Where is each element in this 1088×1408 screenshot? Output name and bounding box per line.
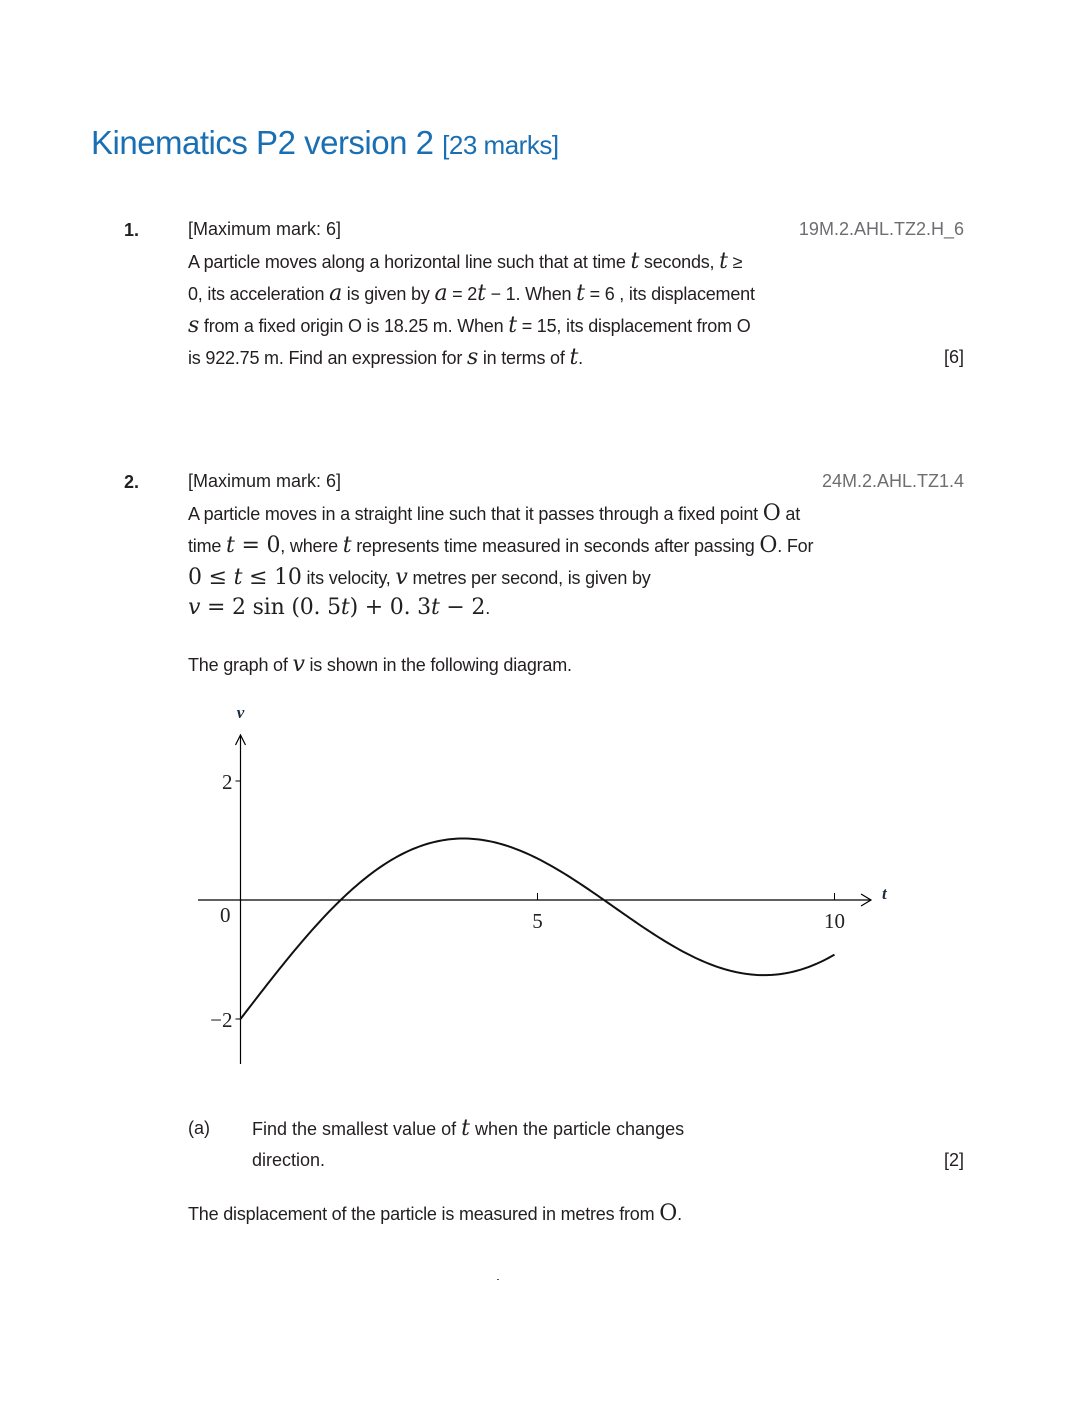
text-run: direction. [252,1150,326,1170]
text-run: when the particle changes [469,1119,685,1139]
y-tick-label: 2 [222,770,233,794]
text-run: time [188,536,227,556]
title-total-marks: [23 marks] [442,130,559,160]
text-run: . [677,1204,682,1224]
y-tick-label: 0 [220,903,231,927]
part-label: (a) [188,1118,210,1138]
math-variable: t [342,533,352,558]
math-expression: = 0 [234,533,281,558]
math-variable: t [340,595,350,620]
math-variable: t [477,281,486,306]
math-variable: v [292,652,305,677]
text-run: is 922.75 m. Find an expression for [188,348,467,368]
tick-labels [210,703,888,1032]
math-expression: = 2 sin (0. 5 [200,595,341,620]
text-run: − 1. When [485,284,577,304]
text-run: . For [777,536,814,556]
x-axis-label: t [882,884,887,903]
math-expression: 0 ≤ [188,565,234,590]
math-variable: t [630,249,640,274]
part-text-line [252,1150,325,1171]
text-run: The displacement of the particle is measured in metres from [188,1204,660,1224]
math-expression: O [659,1201,678,1226]
math-variable: s [466,345,479,370]
max-mark: [Maximum mark: 6] [188,219,342,239]
math-variable: t [226,533,235,558]
displacement-note [188,1201,682,1226]
math-expression: ≤ 10 [242,565,302,590]
math-variable: t [508,313,517,338]
text-run: = 6 , its displacement [584,284,755,304]
math-variable: v [395,565,408,590]
title-text: Kinematics P2 version 2 [91,124,434,161]
question-reference: 19M.2.AHL.TZ2.H_6 [798,219,964,239]
text-run: A particle moves along a horizontal line such that at time [188,252,631,272]
text-run: . [578,348,583,368]
text-run: Find the smallest value of [252,1119,462,1139]
question-reference: 24M.2.AHL.TZ1.4 [821,471,964,491]
text-run: . [485,598,491,618]
math-variable: t [569,345,579,370]
text-run: metres per second, is given by [407,568,651,588]
math-variable: s [188,313,200,338]
part-marks: [2] [943,1150,964,1170]
math-variable: v [188,595,201,620]
math-variable: t [430,595,440,620]
part-text-line [252,1116,684,1141]
y-tick-label: −2 [210,1008,233,1032]
text-run: 0, its acceleration [188,284,330,304]
text-run: seconds, [639,252,720,272]
text-run: its velocity, [301,568,396,588]
math-variable: a [329,281,342,306]
math-variable: a [434,281,448,306]
text-run: at [780,504,800,524]
math-variable: t [233,565,243,590]
text-run: , where [280,536,343,556]
x-tick-label: 5 [532,909,543,933]
x-tick-label: 10 [824,909,845,933]
text-run: in terms of [478,348,570,368]
math-variable: t [576,281,585,306]
math-expression: ) + 0. 3 [349,595,431,620]
y-axis-label: v [236,703,245,722]
math-expression: O [759,533,778,558]
text-run: from a fixed origin O is 18.25 m. When [199,316,509,336]
text-run: is shown in the following diagram. [304,655,572,675]
math-expression: − 2 [439,595,486,620]
text-run: = 15, its displacement from O [516,316,751,336]
text-run: The graph of [188,655,293,675]
math-variable: t [719,249,728,274]
page-speck [497,1279,499,1280]
question-number: 1. [124,220,140,240]
math-variable: t [461,1116,470,1141]
text-run: ≥ [727,252,743,272]
axes [198,735,871,1064]
math-expression: O [762,501,781,526]
question-number: 2. [124,472,140,492]
max-mark: [Maximum mark: 6] [188,471,342,491]
question-marks: [6] [943,347,964,367]
text-run: A particle moves in a straight line such that it passes through a fixed point [188,504,763,524]
text-run: = 2 [447,284,478,304]
text-run: represents time measured in seconds after passing [351,536,760,556]
text-run: is given by [342,284,435,304]
